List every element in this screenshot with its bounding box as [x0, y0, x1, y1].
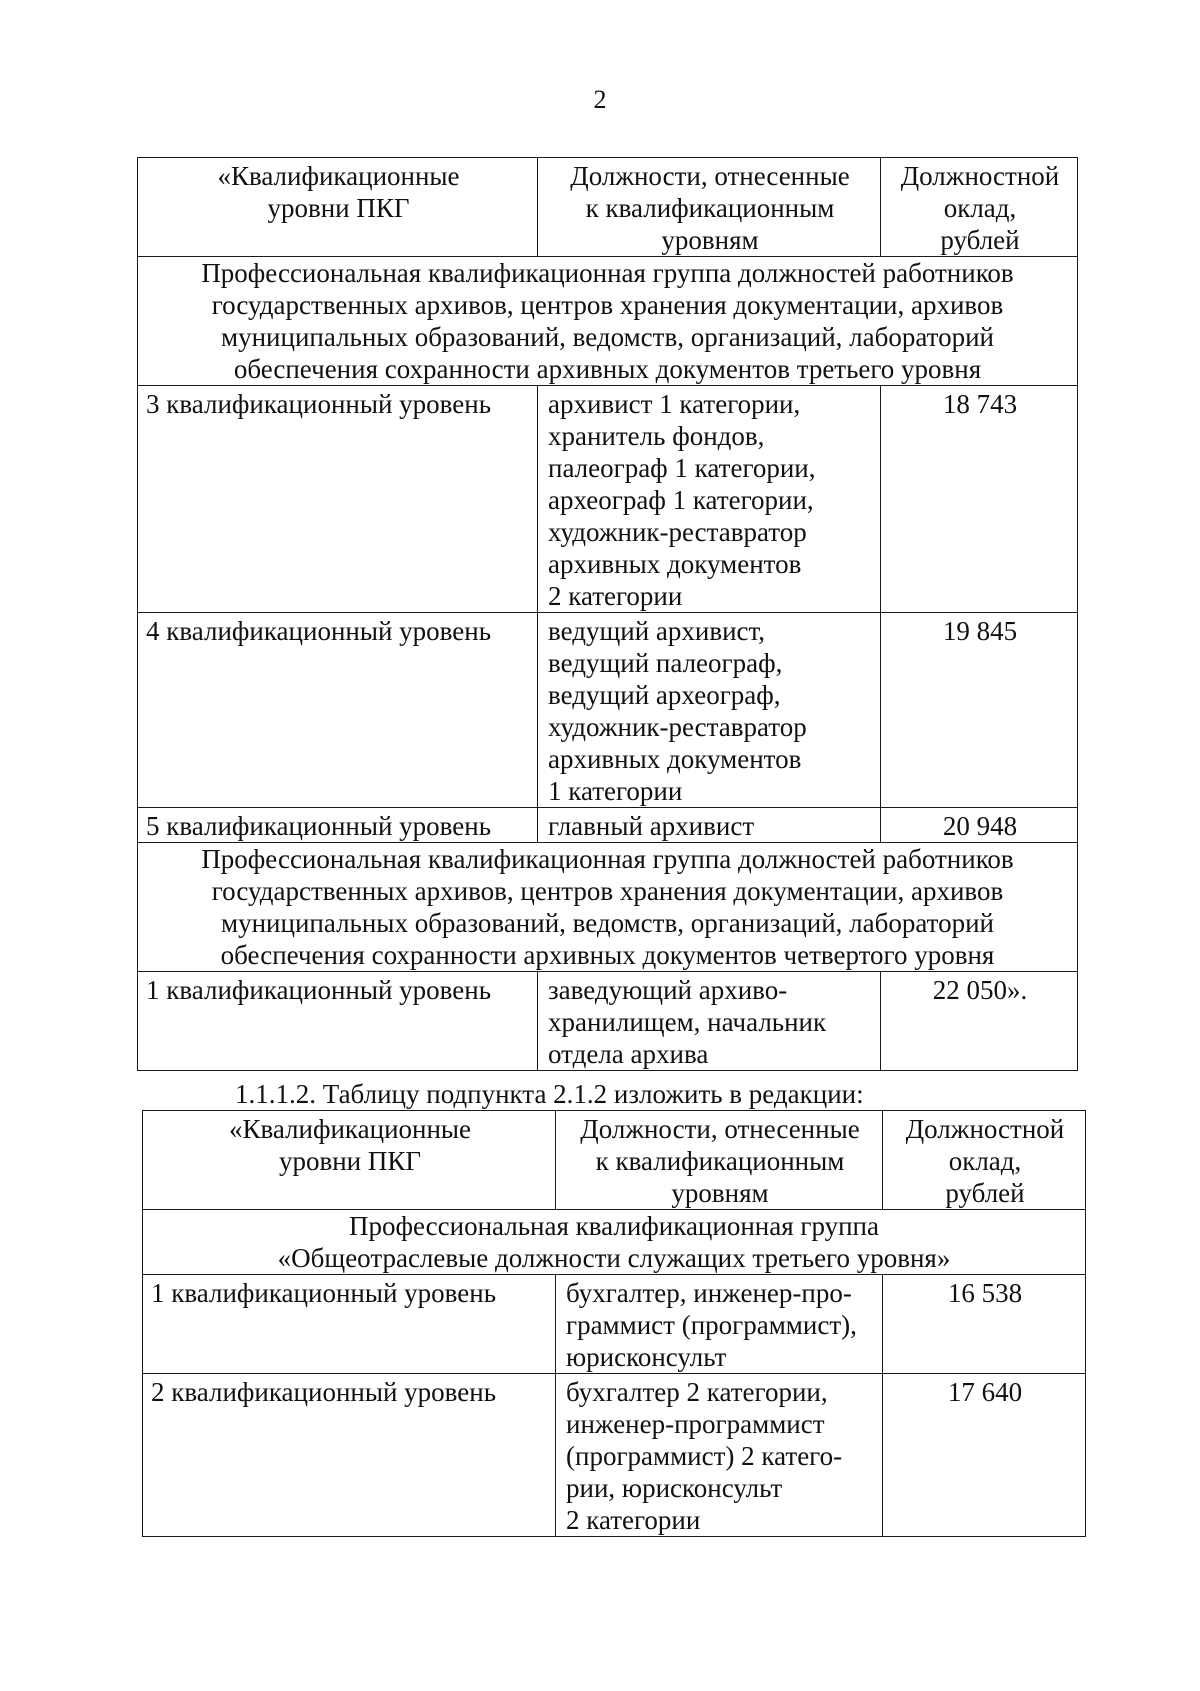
table-row: [138, 613, 1078, 808]
table-row: [138, 386, 1078, 613]
header-levels: «Квалификационные уровни ПКГ: [143, 1111, 556, 1210]
header-salary: Должностной оклад, рублей: [881, 158, 1078, 257]
group-row: [138, 843, 1078, 972]
page-number: 2: [593, 85, 607, 114]
level-cell: 1 квалификационный уровень: [143, 1275, 556, 1374]
salary-cell: 17 640: [883, 1374, 1086, 1537]
amendment-text: 1.1.1.2. Таблицу подпункта 2.1.2 изложить в редакции:: [235, 1079, 864, 1109]
positions-cell: бухгалтер 2 категории, инженер-программист (программист) 2 катего- рии, юрисконсульт 2 категории: [556, 1374, 883, 1537]
header-levels: «Квалификационные уровни ПКГ: [138, 158, 538, 257]
table-row: [143, 1374, 1086, 1537]
group-title: Профессиональная квалификационная группа «Общеотраслевые должности служащих третьего уровня»: [143, 1210, 1086, 1275]
positions-cell: главный архивист: [538, 808, 881, 843]
level-cell: 1 квалификационный уровень: [138, 972, 538, 1071]
level-cell: 5 квалификационный уровень: [138, 808, 538, 843]
positions-cell: ведущий архивист, ведущий палеограф, ведущий археограф, художник-реставратор архивных документов 1 категории: [538, 613, 881, 808]
table-header-row: [143, 1111, 1086, 1210]
level-cell: 3 квалификационный уровень: [138, 386, 538, 613]
salary-table-archives: [137, 157, 1078, 1071]
level-cell: 2 квалификационный уровень: [143, 1374, 556, 1537]
header-positions: Должности, отнесенные к квалификационным уровням: [538, 158, 881, 257]
salary-cell: 20 948: [881, 808, 1078, 843]
salary-cell: 18 743: [881, 386, 1078, 613]
group-title: Профессиональная квалификационная группа должностей работников государственных архивов, центров хранения документации, архивов муниципальных образований, ведомств, организаций, лабораторий обеспечения сохранности архивных документов третьего уровня: [138, 257, 1078, 386]
positions-cell: архивист 1 категории, хранитель фондов, палеограф 1 категории, археограф 1 категории, художник-реставратор архивных документов 2 категории: [538, 386, 881, 613]
positions-cell: бухгалтер, инженер-про- граммист (программист), юрисконсульт: [556, 1275, 883, 1374]
group-row: [143, 1210, 1086, 1275]
salary-cell: 22 050».: [881, 972, 1078, 1071]
header-positions: Должности, отнесенные к квалификационным уровням: [556, 1111, 883, 1210]
positions-cell: заведующий архиво- хранилищем, начальник отдела архива: [538, 972, 881, 1071]
salary-cell: 19 845: [881, 613, 1078, 808]
header-salary: Должностной оклад, рублей: [883, 1111, 1086, 1210]
table-row: [138, 808, 1078, 843]
salary-cell: 16 538: [883, 1275, 1086, 1374]
group-title: Профессиональная квалификационная группа должностей работников государственных архивов, центров хранения документации, архивов муниципальных образований, ведомств, организаций, лабораторий обеспечения сохранности архивных документов четвертого уровня: [138, 843, 1078, 972]
level-cell: 4 квалификационный уровень: [138, 613, 538, 808]
table-header-row: [138, 158, 1078, 257]
group-row: [138, 257, 1078, 386]
table-row: [143, 1275, 1086, 1374]
table-row: [138, 972, 1078, 1071]
salary-table-general: [142, 1110, 1086, 1537]
